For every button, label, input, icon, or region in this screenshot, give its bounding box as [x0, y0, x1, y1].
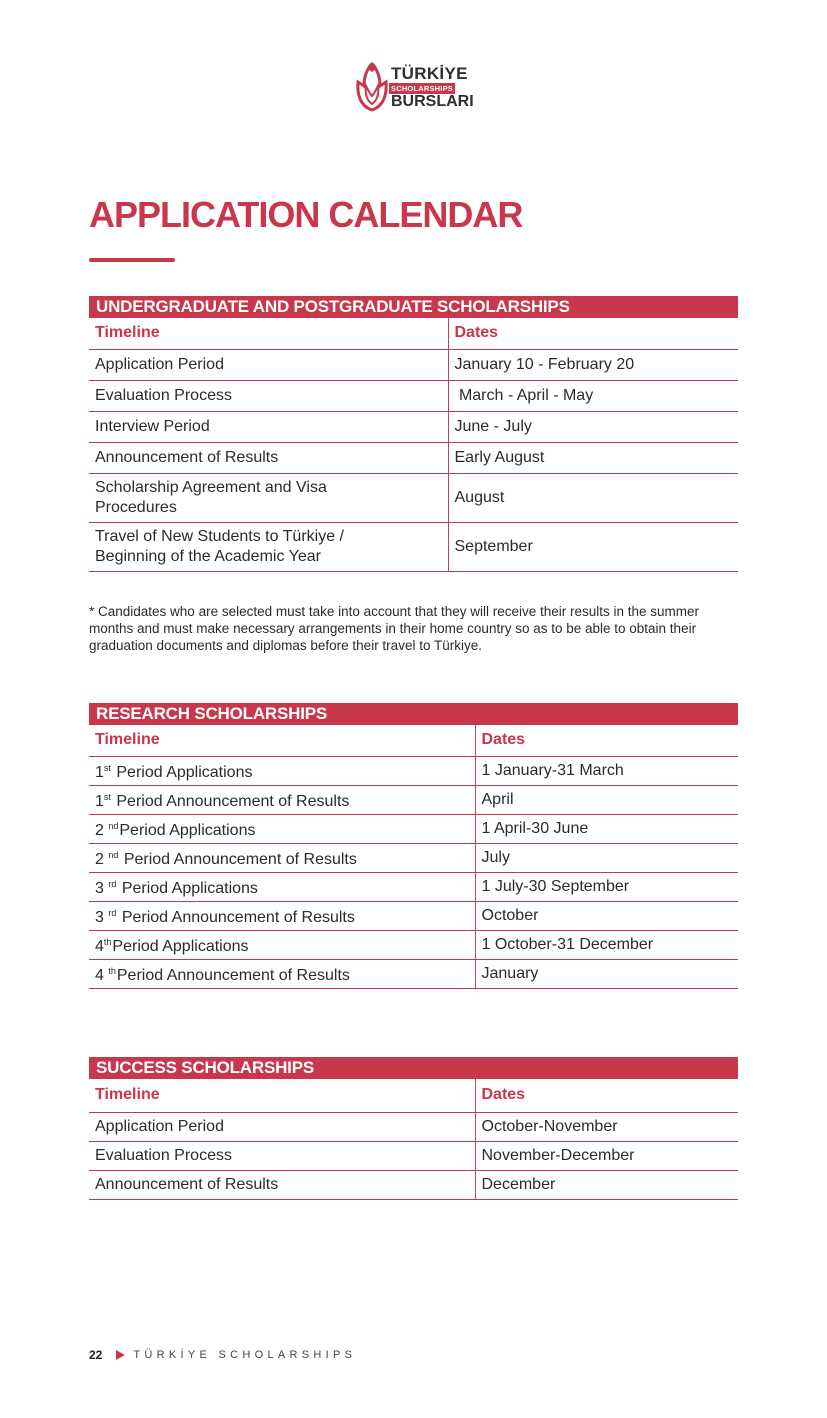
- timeline-cell: 2 $^{nd}$Period Applications: [89, 814, 475, 843]
- logo-text-scholarships: SCHOLARSHIPS: [391, 84, 453, 93]
- table-row: [89, 1112, 738, 1141]
- table-header-row: [89, 318, 738, 349]
- dates-cell: 1 January-31 March: [475, 756, 738, 785]
- timeline-cell: 3 $^{rd}$ Period Announcement of Results: [89, 901, 475, 930]
- column-header-dates: Dates: [475, 725, 738, 756]
- timeline-cell: Evaluation Process: [89, 1141, 475, 1170]
- column-header-dates: Dates: [475, 1079, 738, 1112]
- timeline-cell: 3 $^{rd}$ Period Applications: [89, 872, 475, 901]
- table-row: [89, 1141, 738, 1170]
- page-title: APPLICATION CALENDAR: [89, 194, 523, 235]
- section-heading: SUCCESS SCHOLARSHIPS: [89, 1057, 738, 1079]
- dates-cell: September: [448, 522, 738, 571]
- turkiye-scholarships-logo: [355, 60, 475, 112]
- research-scholarships-section: [89, 703, 738, 989]
- calendar-table: [89, 725, 738, 989]
- arrow-right-icon: [116, 1350, 125, 1360]
- table-row: [89, 442, 738, 473]
- footnote: * Candidates who are selected must take into account that they will receive their results in the summer months and must make necessary arrangements in their home country so as to be able to obtain their graduation documents and diplomas before their travel to Türkiye.: [89, 604, 700, 653]
- dates-cell: 1 July-30 September: [475, 872, 738, 901]
- table-row: [89, 930, 738, 959]
- page-number: 22: [89, 1348, 103, 1362]
- column-header-dates: Dates: [448, 318, 738, 349]
- timeline-cell: 4thPeriod Applications: [89, 930, 475, 959]
- timeline-cell: Evaluation Process: [89, 380, 448, 411]
- undergraduate-postgraduate-section: [89, 296, 738, 572]
- section-heading: RESEARCH SCHOLARSHIPS: [89, 703, 738, 725]
- table-row: [89, 349, 738, 380]
- logo-text-turkiye: TÜRKİYE: [391, 64, 468, 83]
- table-header-row: [89, 1079, 738, 1112]
- calendar-table: [89, 1079, 738, 1200]
- timeline-cell: Scholarship Agreement and Visa Procedures: [89, 473, 448, 522]
- table-row: [89, 411, 738, 442]
- column-header-timeline: Timeline: [89, 1079, 475, 1112]
- page-footer: [89, 1348, 356, 1362]
- success-scholarships-section: [89, 1057, 738, 1200]
- column-header-timeline: Timeline: [89, 318, 448, 349]
- timeline-cell: 1st Period Announcement of Results: [89, 785, 475, 814]
- timeline-cell: Application Period: [89, 1112, 475, 1141]
- dates-cell: October: [475, 901, 738, 930]
- table-row: [89, 872, 738, 901]
- table-row: [89, 1170, 738, 1199]
- dates-cell: March - April - May: [448, 380, 738, 411]
- dates-cell: December: [475, 1170, 738, 1199]
- timeline-cell: 4 $^{th}$Period Announcement of Results: [89, 959, 475, 988]
- table-row: [89, 756, 738, 785]
- table-row: [89, 843, 738, 872]
- tulip-icon: [355, 60, 389, 112]
- timeline-cell: Travel of New Students to Türkiye / Beginning of the Academic Year: [89, 522, 448, 571]
- footer-brand: TÜRKİYE SCHOLARSHIPS: [133, 1349, 357, 1361]
- dates-cell: July: [475, 843, 738, 872]
- table-row: [89, 959, 738, 988]
- timeline-cell: Announcement of Results: [89, 1170, 475, 1199]
- table-row: [89, 901, 738, 930]
- dates-cell: June - July: [448, 411, 738, 442]
- table-row: [89, 814, 738, 843]
- timeline-cell: Interview Period: [89, 411, 448, 442]
- section-heading: UNDERGRADUATE AND POSTGRADUATE SCHOLARSHIPS: [89, 296, 738, 318]
- table-row: [89, 522, 738, 571]
- calendar-table: [89, 318, 738, 572]
- dates-cell: January: [475, 959, 738, 988]
- title-underline: [89, 258, 175, 262]
- timeline-cell: Announcement of Results: [89, 442, 448, 473]
- table-row: [89, 785, 738, 814]
- logo-text-burslari: BURSLARI: [391, 93, 474, 110]
- table-header-row: [89, 725, 738, 756]
- timeline-cell: 1st Period Applications: [89, 756, 475, 785]
- table-row: [89, 473, 738, 522]
- dates-cell: Early August: [448, 442, 738, 473]
- timeline-cell: 2 $^{nd}$ Period Announcement of Results: [89, 843, 475, 872]
- dates-cell: October-November: [475, 1112, 738, 1141]
- dates-cell: January 10 - February 20: [448, 349, 738, 380]
- table-row: [89, 380, 738, 411]
- dates-cell: August: [448, 473, 738, 522]
- dates-cell: November-December: [475, 1141, 738, 1170]
- dates-cell: 1 April-30 June: [475, 814, 738, 843]
- dates-cell: 1 October-31 December: [475, 930, 738, 959]
- timeline-cell: Application Period: [89, 349, 448, 380]
- dates-cell: April: [475, 785, 738, 814]
- column-header-timeline: Timeline: [89, 725, 475, 756]
